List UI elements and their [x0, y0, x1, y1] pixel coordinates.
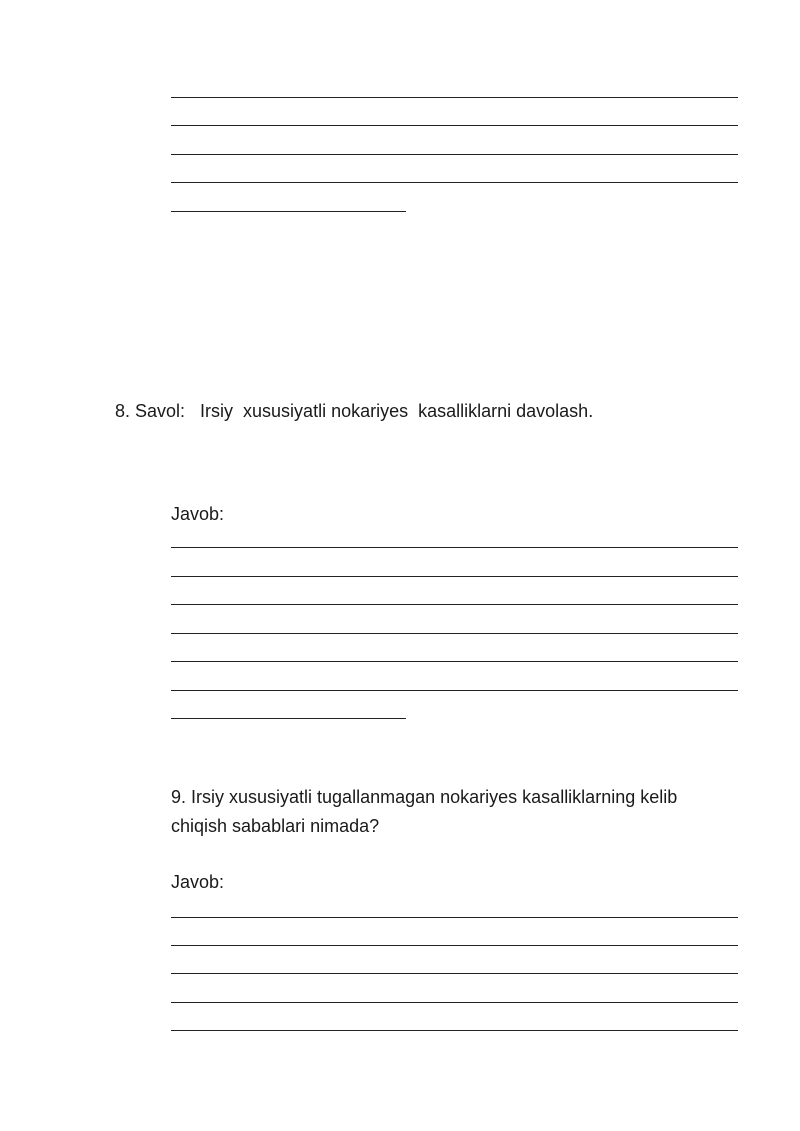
answer-8-line[interactable]	[171, 604, 738, 605]
answer-9-line[interactable]	[171, 945, 738, 946]
answer-line[interactable]	[171, 125, 738, 126]
answer-8-line[interactable]	[171, 718, 406, 719]
answer-8-line[interactable]	[171, 633, 738, 634]
answer-8-line[interactable]	[171, 661, 738, 662]
answer-9-line[interactable]	[171, 917, 738, 918]
answer-9-line[interactable]	[171, 1030, 738, 1031]
question-9-text: 9. Irsiy xususiyatli tugallanmagan nokariyes kasalliklarning kelib chiqish sabablari nimada?	[171, 787, 678, 836]
answer-line[interactable]	[171, 97, 738, 98]
question-8-text: 8. Savol: Irsiy xususiyatli nokariyes kasalliklarni davolash.	[115, 401, 594, 421]
answer-line[interactable]	[171, 211, 406, 212]
answer-8-label: Javob:	[171, 504, 225, 524]
answer-8-line[interactable]	[171, 690, 738, 691]
answer-line[interactable]	[171, 154, 738, 155]
answer-8-line[interactable]	[171, 547, 738, 548]
answer-line[interactable]	[171, 182, 738, 183]
answer-8-line[interactable]	[171, 576, 738, 577]
answer-9-line[interactable]	[171, 1002, 738, 1003]
answer-9-line[interactable]	[171, 973, 738, 974]
answer-9-label: Javob:	[171, 872, 225, 892]
